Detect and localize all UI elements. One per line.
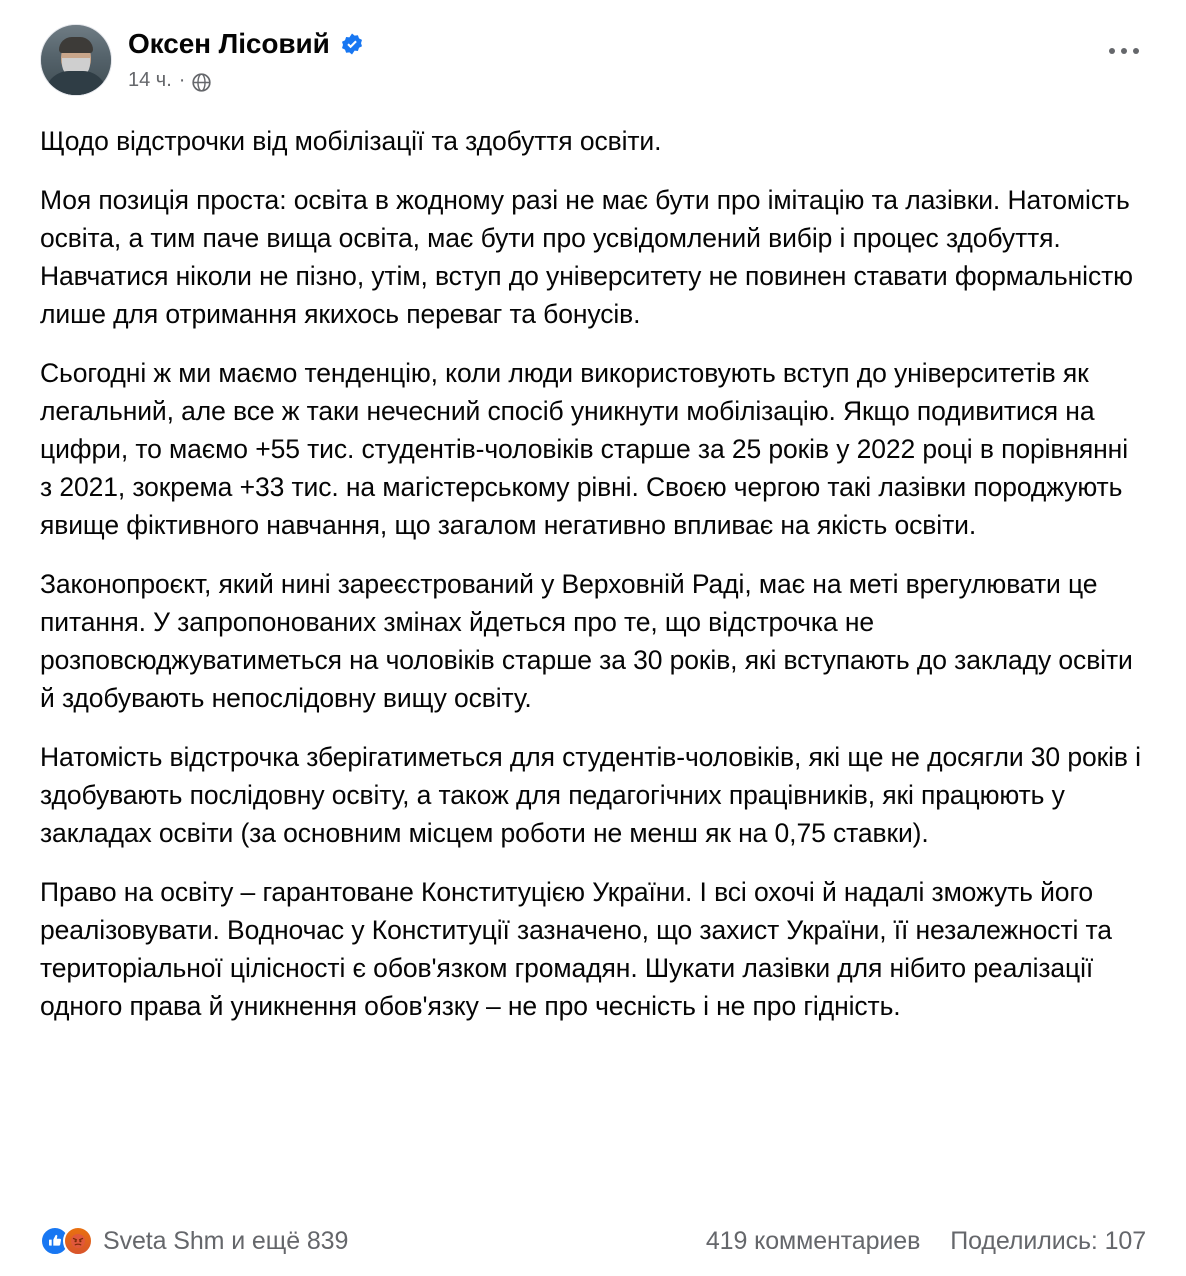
dot (1133, 48, 1139, 54)
reaction-icons (40, 1226, 93, 1256)
author-row (128, 28, 1146, 60)
author-name[interactable]: Оксен Лісовий (128, 28, 330, 59)
avatar-hair (59, 37, 93, 53)
meta-separator: · (178, 69, 186, 91)
post-header-text (128, 24, 1146, 91)
more-options-icon[interactable] (1102, 40, 1146, 62)
shares-count[interactable]: Поделились: 107 (950, 1226, 1146, 1255)
post-meta (128, 69, 1146, 91)
post-paragraph: Моя позиція проста: освіта в жодному разі не має бути про імітацію та лазівки. Натомість освіта, а тим паче вища освіта, має бути про усвідомлений вибір і процес здобуття. Навчатися ніколи не пізно, утім, вступ до університету не повинен ставати формальністю лише для отримання якихось переваг та бонусів. (40, 185, 1133, 329)
dot (1121, 48, 1127, 54)
footer-stats (706, 1227, 1146, 1256)
post-paragraph: Натомість відстрочка зберігатиметься для студентів-чоловіків, які ще не досягли 30 років і здобувають послідовну освіту, а також для педагогічних працівників, які працюють у закладах освіти (за основним місцем роботи не менш як на 0,75 ставки). (40, 742, 1141, 848)
dot (1109, 48, 1115, 54)
post-timestamp[interactable]: 14 ч. (128, 69, 172, 91)
post-footer (40, 1212, 1146, 1256)
post-text (40, 122, 1146, 1025)
post-paragraph: Щодо відстрочки від мобілізації та здобуття освіти. (40, 126, 662, 156)
comments-count[interactable]: 419 комментариев (705, 1226, 921, 1255)
angry-reaction-icon (63, 1226, 93, 1256)
globe-icon[interactable] (192, 73, 211, 92)
post-paragraph: Законопроєкт, який нині зареєстрований у Верховній Раді, має на меті врегулювати це питання. У запропонованих змінах йдеться про те, що відстрочка не розповсюджуватиметься на чоловіків старше за 30 років, які вступають до закладу освіти й здобувають непослідовну вищу освіту. (40, 569, 1133, 713)
verified-badge-icon (340, 32, 364, 56)
post-header (40, 18, 1146, 96)
post-paragraph: Сьогодні ж ми маємо тенденцію, коли люди використовують вступ до університетів як легальний, але все ж таки нечесний спосіб уникнути мобілізацію. Якщо подивитися на цифри, то маємо +55 тис. студентів-чоловіків старше за 25 років у 2022 році в порівнянні з 2021, зокрема +33 тис. на магістерському рівні. Своєю чергою такі лазівки породжують явище фіктивного навчання, що загалом негативно впливає на якість освіти. (40, 358, 1129, 540)
reactions-summary[interactable] (40, 1226, 348, 1256)
avatar[interactable] (40, 24, 112, 96)
post-paragraph: Право на освіту – гарантоване Конституцією України. І всі охочі й надалі зможуть його реалізовувати. Водночас у Конституції зазначено, що захист України, її незалежності та територіальної цілісності є обов'язком громадян. Шукати лазівки для нібито реалізації одного права й уникнення обов'язку – не про чесність і не про гідність. (40, 877, 1112, 1021)
reactions-text[interactable]: Sveta Shm и ещё 839 (103, 1226, 349, 1255)
